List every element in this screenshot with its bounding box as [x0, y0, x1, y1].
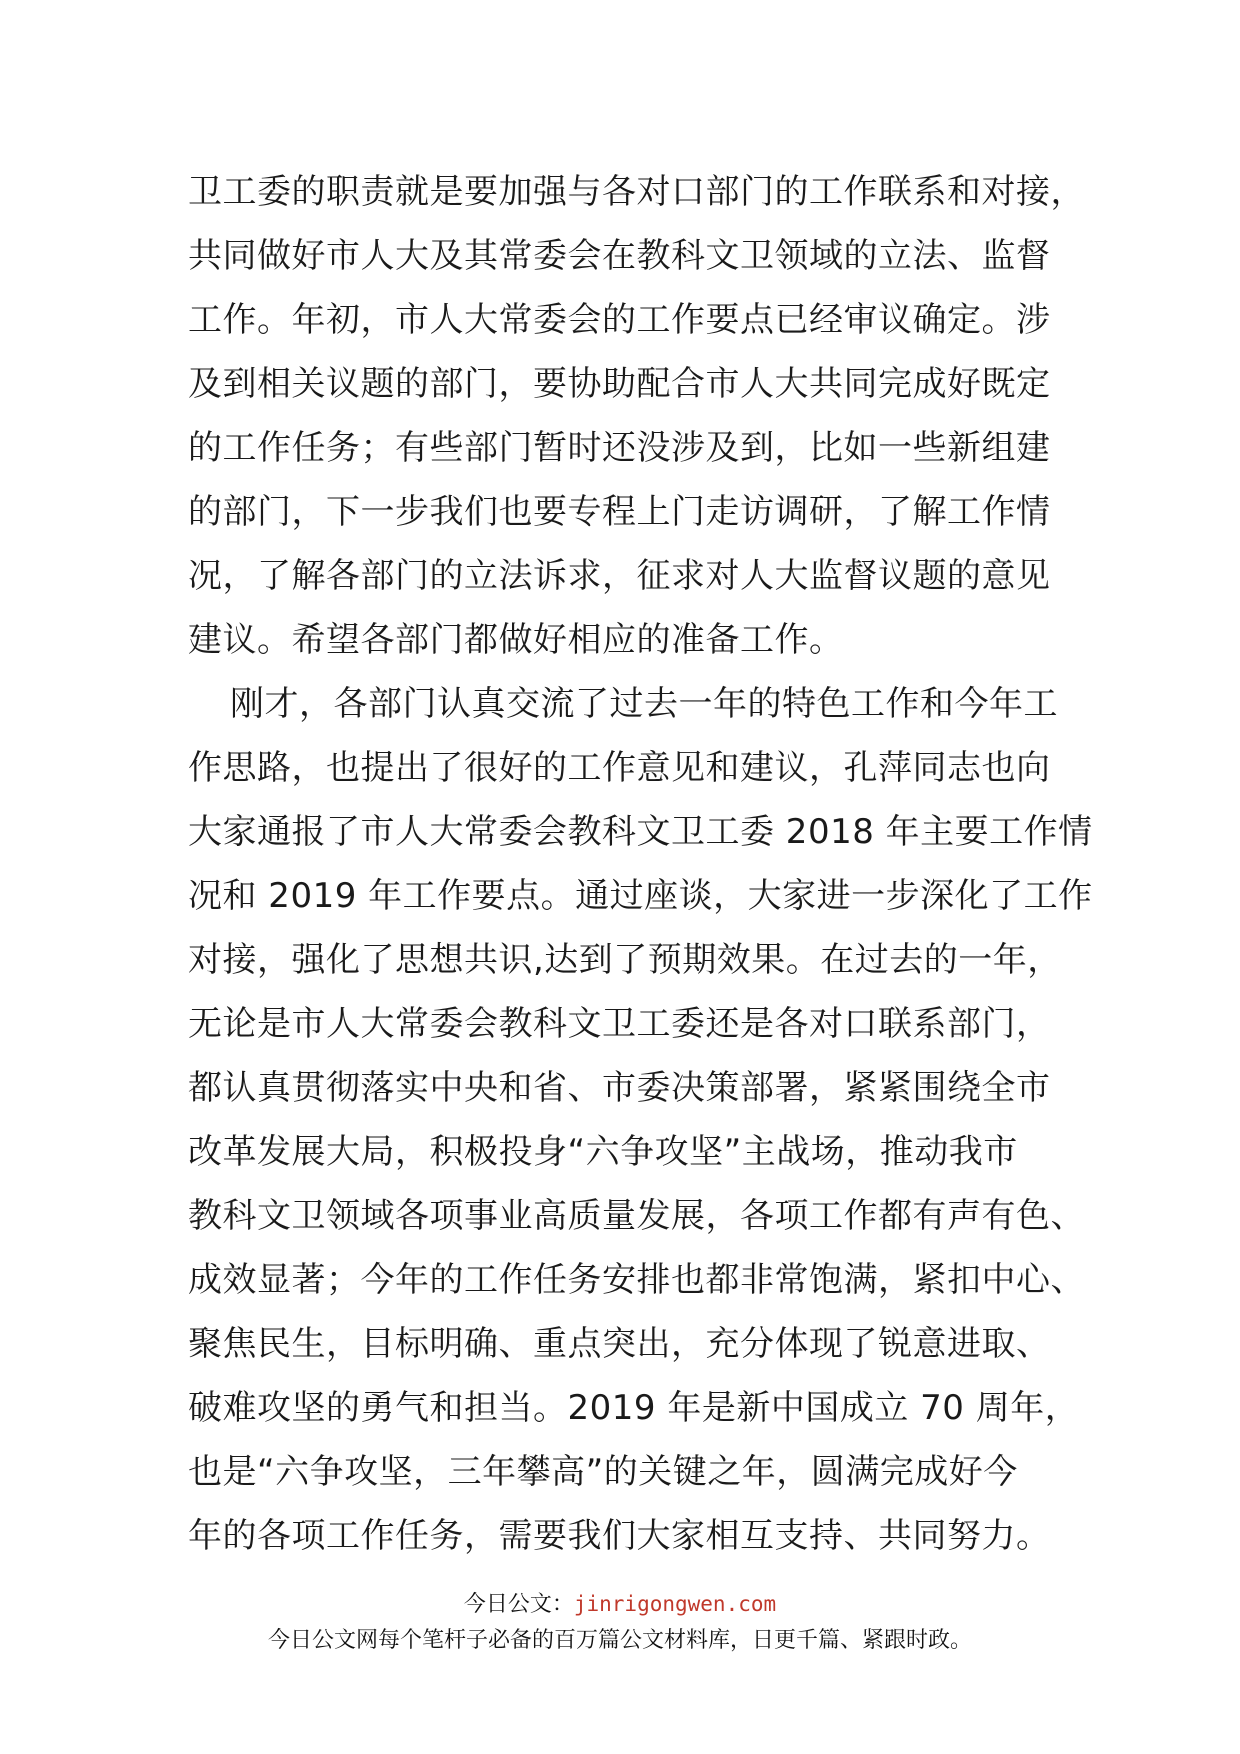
- footer-site-link[interactable]: jinrigongwen.com: [573, 1592, 777, 1616]
- text-line: 大家通报了市人大常委会教科文卫工委 2018 年主要工作情: [188, 812, 1093, 852]
- footer-site-line: [0, 1589, 1240, 1620]
- text-line: 也是“六争攻坚，三年攀高”的关键之年，圆满完成好今: [188, 1452, 1018, 1492]
- text-line: 年的各项工作任务，需要我们大家相互支持、共同努力。: [188, 1516, 1051, 1556]
- text-line: 改革发展大局，积极投身“六争攻坚”主战场，推动我市: [188, 1132, 1018, 1172]
- text-line: 对接，强化了思想共识,达到了预期效果。在过去的一年，: [188, 940, 1062, 980]
- body-text: [188, 160, 1093, 1568]
- text-line: 聚焦民生，目标明确、重点突出，充分体现了锐意进取、: [188, 1324, 1051, 1364]
- text-line: 及到相关议题的部门，要协助配合市人大共同完成好既定: [188, 364, 1051, 404]
- text-line: 建议。希望各部门都做好相应的准备工作。: [188, 620, 844, 660]
- text-line: 工作。年初，市人大常委会的工作要点已经审议确定。涉: [188, 300, 1051, 340]
- text-line: 况，了解各部门的立法诉求，征求对人大监督议题的意见: [188, 556, 1051, 596]
- text-line: 破难攻坚的勇气和担当。2019 年是新中国成立 70 周年，: [188, 1388, 1080, 1428]
- text-line: 况和 2019 年工作要点。通过座谈，大家进一步深化了工作: [188, 876, 1093, 916]
- footer-slogan: 今日公文网每个笔杆子必备的百万篇公文材料库，日更千篇、紧跟时政。: [267, 1628, 972, 1653]
- text-line: 共同做好市人大及其常委会在教科文卫领域的立法、监督: [188, 236, 1051, 276]
- text-line: 成效显著；今年的工作任务安排也都非常饱满，紧扣中心、: [188, 1260, 1085, 1300]
- text-line: 的部门，下一步我们也要专程上门走访调研，了解工作情: [188, 492, 1051, 532]
- text-line: 卫工委的职责就是要加强与各对口部门的工作联系和对接，: [188, 172, 1085, 212]
- paragraph-start-line: 刚才，各部门认真交流了过去一年的特色工作和今年工: [230, 684, 1058, 724]
- text-line: 无论是市人大常委会教科文卫工委还是各对口联系部门，: [188, 1004, 1051, 1044]
- text-line: 教科文卫领域各项事业高质量发展，各项工作都有声有色、: [188, 1196, 1085, 1236]
- text-line: 作思路，也提出了很好的工作意见和建议，孔萍同志也向: [188, 748, 1051, 788]
- text-line: 都认真贯彻落实中央和省、市委决策部署，紧紧围绕全市: [188, 1068, 1051, 1108]
- footer-site-label: 今日公文：: [463, 1592, 574, 1617]
- text-line: 的工作任务；有些部门暂时还没涉及到，比如一些新组建: [188, 428, 1051, 468]
